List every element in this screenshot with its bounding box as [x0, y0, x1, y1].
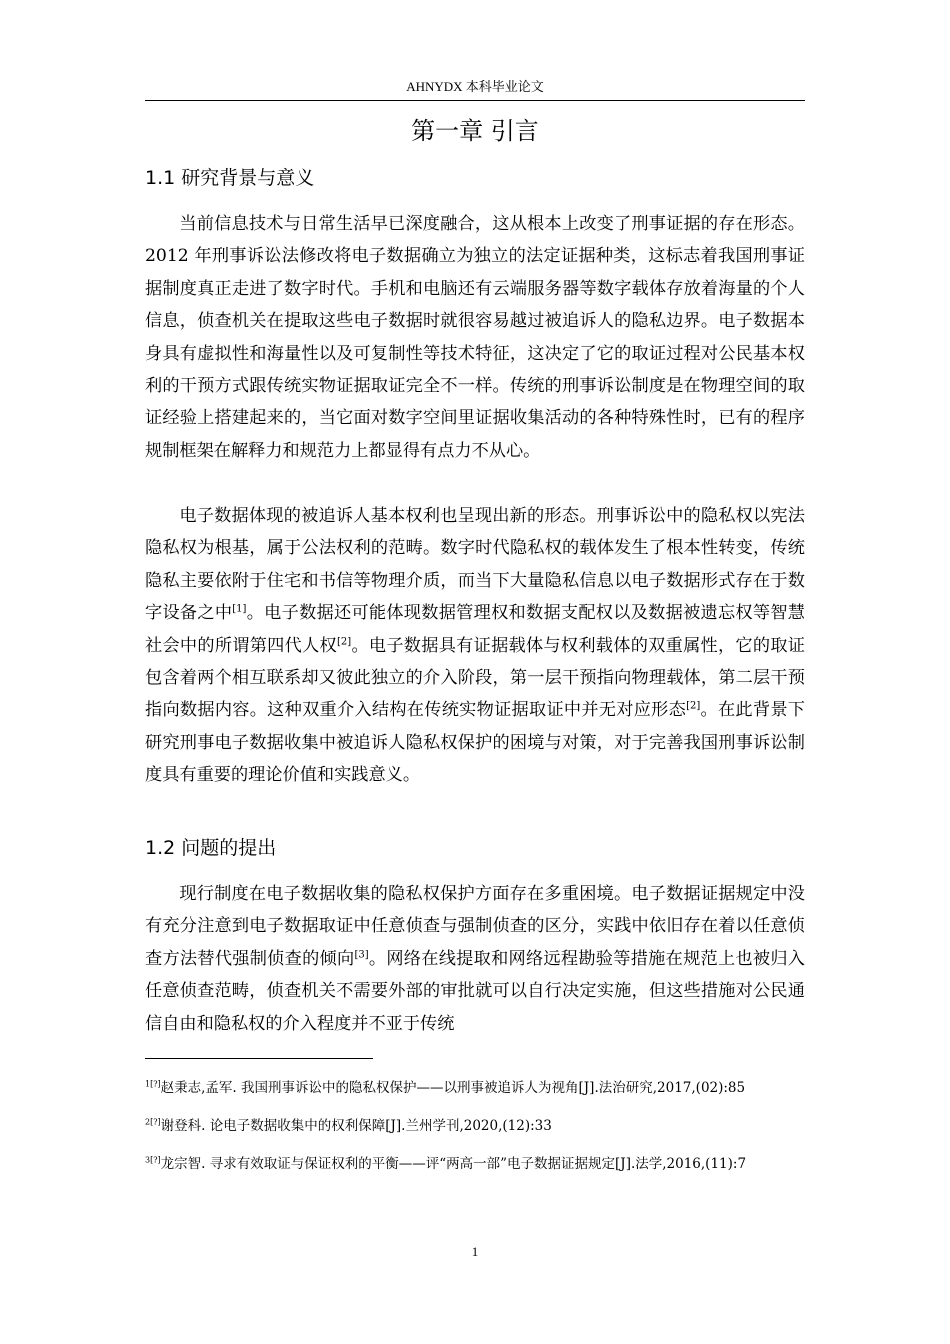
text-span: 。电子数据还可能体现数据管理权和数据支配权以及数据被遗忘权等智慧社会中的所谓第四代人权	[145, 603, 805, 656]
section-title-1-1: 1.1 研究背景与意义	[145, 167, 315, 189]
footnote-rule	[145, 1058, 373, 1059]
footnote-mark: 1[?]	[145, 1079, 161, 1089]
citation-2-repeat: [2]	[686, 700, 701, 712]
citation-3: [3]	[354, 949, 369, 961]
footnote-mark: 3[?]	[145, 1155, 161, 1165]
text-span: 。电子数据具有证据载体与权利载体的双重属性，它的取证包含着两个相互联系却又彼此独立的介入阶段，第一层干预指向物理载体，第二层干预指向数据内容。这种双重介入结构在传统实物证据取证中并无对应形态	[145, 635, 805, 721]
footnote-mark: 2[?]	[145, 1117, 161, 1127]
footnote-text: 赵秉志,孟军. 我国刑事诉讼中的隐私权保护——以刑事被追诉人为视角[J].法治研究,2017,(02):85	[160, 1080, 746, 1096]
page-number: 1	[471, 1244, 479, 1259]
footnotes	[145, 1074, 805, 1188]
header-rule	[145, 100, 805, 101]
text-span: 。网络在线提取和网络远程勘验等措施在规范上也被归入任意侦查范畴，侦查机关不需要外部的审批就可以自行决定实施，但这些措施对公民通信自由和隐私权的介入程度并不亚于传统	[145, 948, 805, 1034]
footnote-2	[145, 1112, 805, 1141]
section-title-1-2: 1.2 问题的提出	[145, 837, 277, 859]
footnote-3	[145, 1150, 805, 1179]
running-head: AHNYDX 本科毕业论文	[406, 79, 544, 94]
paragraph-privacy-rights	[145, 500, 805, 792]
citation-2: [2]	[337, 635, 352, 647]
footnote-text: 龙宗智. 寻求有效取证与保证权利的平衡——评“两高一部”电子数据证据规定[J].法学,2016,(11):7	[160, 1156, 747, 1172]
text-span: 现行制度在电子数据收集的隐私权保护方面存在多重困境。电子数据证据规定中没有充分注意到电子数据取证中任意侦查与强制侦查的区分，实践中依旧存在着以任意侦查方法替代强制侦查的倾向	[145, 884, 805, 969]
paragraph-background: 当前信息技术与日常生活早已深度融合，这从根本上改变了刑事证据的存在形态。2012 年刑事诉讼法修改将电子数据确立为独立的法定证据种类，这标志着我国刑事证据制度真正走进了数字时代。手机和电脑还有云端服务器等数字载体存放着海量的个人信息，侦查机关在提取这些电子数据时就很容易越过被追诉人的隐私边界。电子数据本身具有虚拟性和海量性以及可复制性等技术特征，这决定了它的取证过程对公民基本权利的干预方式跟传统实物证据取证完全不一样。传统的刑事诉讼制度是在物理空间的取证经验上搭建起来的，当它面对数字空间里证据收集活动的各种特殊性时，已有的程序规制框架在解释力和规范力上都显得有点力不从心。	[145, 214, 805, 461]
text-span: 电子数据体现的被追诉人基本权利也呈现出新的形态。刑事诉讼中的隐私权以宪法隐私权为根基，属于公法权利的范畴。数字时代隐私权的载体发生了根本性转变，传统隐私主要依附于住宅和书信等物理介质，而当下大量隐私信息以电子数据形式存在于数字设备之中	[145, 506, 805, 624]
paragraph-problem	[145, 878, 805, 1040]
footnote-1	[145, 1074, 805, 1103]
chapter-title: 第一章 引言	[411, 117, 539, 145]
footnote-text: 谢登科. 论电子数据收集中的权利保障[J].兰州学刊,2020,(12):33	[160, 1118, 552, 1134]
citation-1: [1]	[232, 603, 247, 615]
text-span: 。在此背景下研究刑事电子数据收集中被追诉人隐私权保护的困境与对策，对于完善我国刑事诉讼制度具有重要的理论价值和实践意义。	[145, 700, 805, 786]
